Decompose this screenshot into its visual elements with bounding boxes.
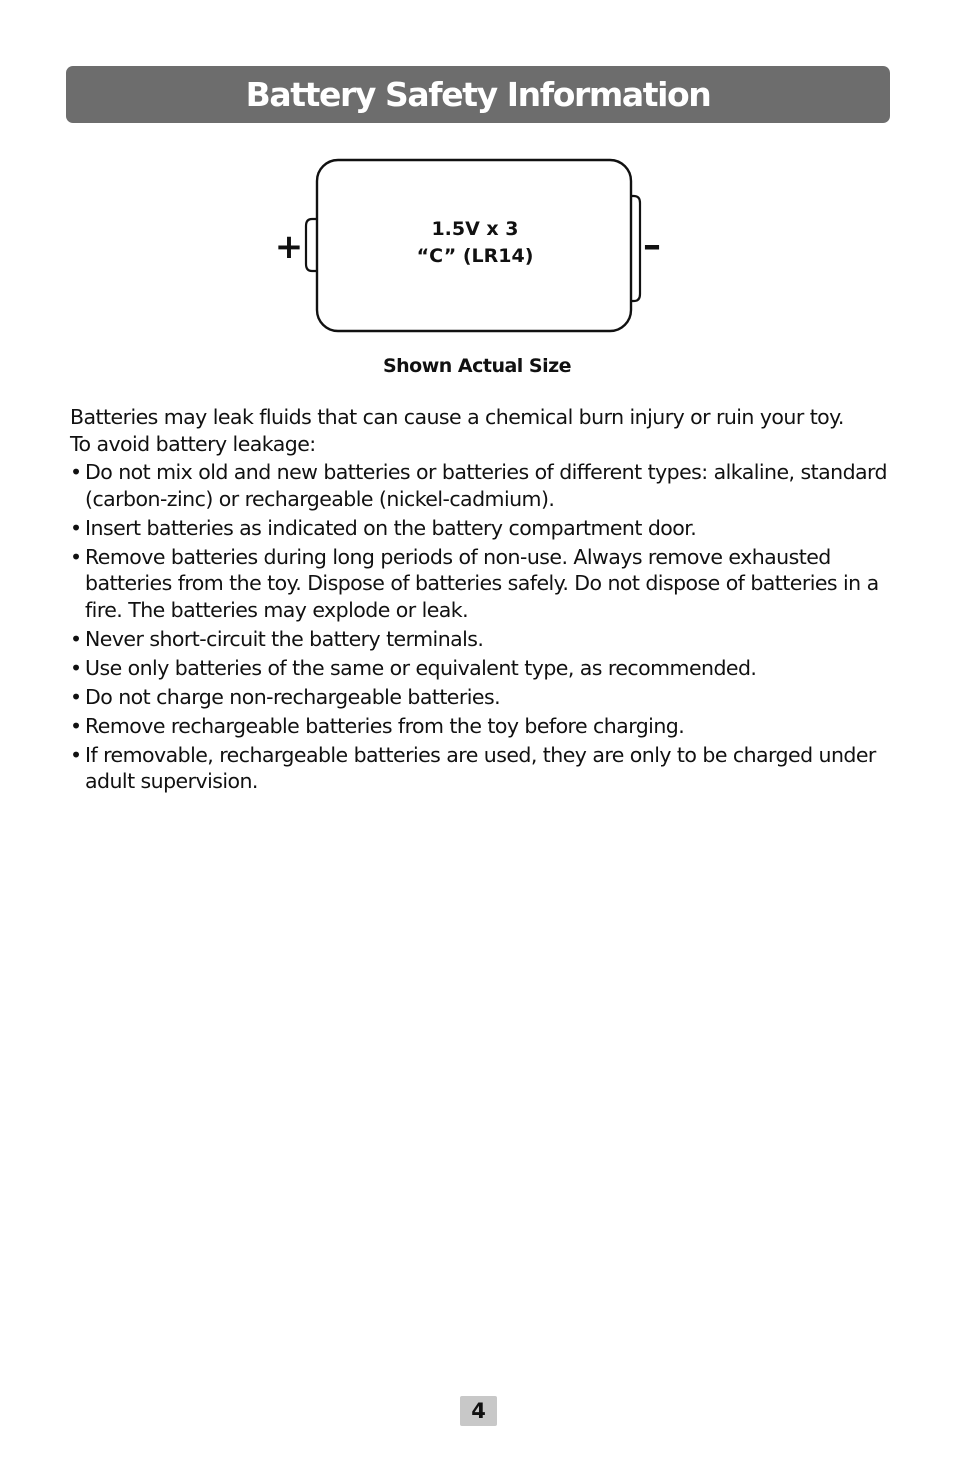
bullet-text: Use only batteries of the same or equivalent type, as recommended. [85, 655, 757, 680]
bullet-text: Do not mix old and new batteries or batteries of different types: alkaline, standard (carbon-zinc) or rechargeable (nickel-cadmium). [85, 460, 888, 511]
list-item [70, 626, 900, 653]
list-item [70, 459, 900, 512]
bullet-icon: • [70, 655, 82, 680]
bullet-text: Remove rechargeable batteries from the toy before charging. [85, 713, 685, 738]
bullet-icon: • [70, 544, 82, 569]
battery-voltage-label: 1.5V x 3 [431, 218, 519, 240]
safety-bullet-list [70, 459, 900, 795]
bullet-icon: • [70, 684, 82, 709]
title-banner [66, 66, 890, 123]
list-item [70, 713, 900, 740]
intro-line-1: Batteries may leak fluids that can cause a chemical burn injury or ruin your toy. [70, 405, 844, 429]
bullet-text: Remove batteries during long periods of non-use. Always remove exhausted batteries from the toy. Dispose of batteries safely. Do not dispose of batteries in a fire. The batteries may explode or leak. [85, 544, 879, 622]
page-number-badge [460, 1396, 497, 1426]
bullet-text: Never short-circuit the battery terminals. [85, 626, 484, 651]
battery-type-label: “C” (LR14) [416, 245, 534, 267]
list-item [70, 655, 900, 682]
minus-sign: – [643, 225, 661, 266]
bullet-text: Do not charge non-rechargeable batteries. [85, 684, 501, 709]
list-item [70, 742, 900, 795]
plus-sign: + [274, 227, 304, 267]
list-item [70, 544, 900, 624]
bullet-icon: • [70, 742, 82, 767]
list-item [70, 684, 900, 711]
bullet-icon: • [70, 460, 82, 484]
safety-text [70, 404, 900, 797]
list-item [70, 515, 900, 542]
bullet-icon: • [70, 515, 82, 540]
bullet-icon: • [70, 626, 82, 651]
diagram-caption: Shown Actual Size [382, 355, 572, 377]
page-number: 4 [471, 1399, 486, 1423]
bullet-text: Insert batteries as indicated on the battery compartment door. [85, 515, 697, 540]
intro-line-2: To avoid battery leakage: [70, 431, 316, 456]
page-title: Battery Safety Information [245, 75, 711, 114]
bullet-text: If removable, rechargeable batteries are used, they are only to be charged under adult supervision. [85, 742, 876, 793]
bullet-icon: • [70, 713, 82, 738]
